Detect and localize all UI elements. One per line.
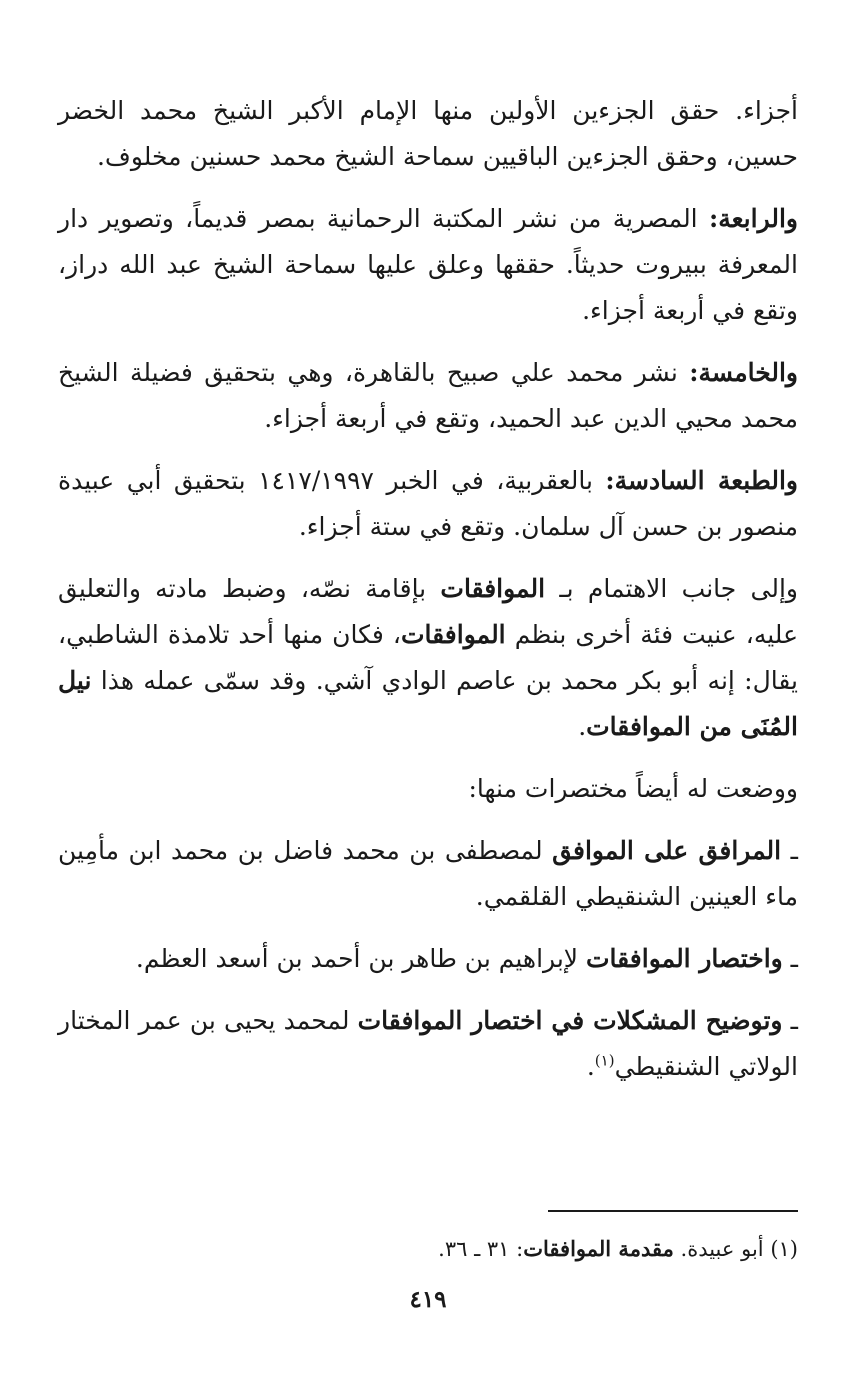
book-title: الموافقات	[401, 620, 506, 649]
footnote	[58, 1232, 798, 1266]
paragraph-text: وإلى جانب الاهتمام بـ	[545, 574, 798, 603]
book-title: الموافقات	[440, 574, 546, 603]
paragraph-text: بالعقربية، في الخبر ١٤١٧/١٩٩٧ بتحقيق أبي عبيدة منصور بن حسن آل سلمان. وتقع في ستة أجزاء.	[58, 466, 798, 541]
paragraph-edition-6	[58, 458, 798, 550]
paragraph-abridgements-intro	[58, 766, 798, 812]
footnote-divider	[548, 1210, 798, 1212]
list-dash: ـ	[782, 944, 798, 973]
page-number: ٤١٩	[409, 1286, 447, 1313]
paragraph-versification	[58, 566, 798, 750]
book-title: وتوضيح المشكلات في اختصار الموافقات	[357, 1006, 783, 1035]
book-title: المرافق على الموافق	[552, 836, 782, 865]
footnote-book-title: مقدمة الموافقات	[523, 1236, 674, 1261]
book-title: واختصار الموافقات	[586, 944, 783, 973]
list-dash: ـ	[782, 1006, 798, 1035]
footnote-text: أبو عبيدة.	[673, 1237, 771, 1261]
list-item-abridgement-1	[58, 828, 798, 920]
footnote-text: : ٣١ ـ ٣٦.	[438, 1237, 524, 1261]
paragraph-text: لإبراهيم بن طاهر بن أحمد بن أسعد العظم.	[135, 944, 586, 973]
paragraph-text: ووضعت له أيضاً مختصرات منها:	[468, 774, 798, 803]
paragraph-text: المصرية من نشر المكتبة الرحمانية بمصر قديماً، وتصوير دار المعرفة ببيروت حديثاً. حققها وعلق عليها سماحة الشيخ عبد الله دراز، وتقع في أربعة أجزاء.	[58, 204, 798, 325]
list-item-abridgement-2	[58, 936, 798, 982]
paragraph-lead: والطبعة السادسة:	[605, 466, 798, 495]
footnote-number: (١)	[770, 1237, 798, 1261]
paragraph-text: ، فكان منها أحد تلامذة الشاطبي، يقال: إنه أبو بكر محمد بن عاصم الوادي آشي. وقد سمّى عمله هذا	[58, 620, 798, 695]
list-dash: ـ	[781, 836, 799, 865]
paragraph-text: لمصطفى بن محمد فاضل بن محمد ابن مأمِين ماء العينين الشنقيطي القلقمي.	[58, 836, 798, 911]
paragraph-text: .	[586, 1052, 595, 1081]
paragraph-text: .	[578, 712, 587, 741]
list-item-abridgement-3	[58, 998, 798, 1090]
paragraph-text: نشر محمد علي صبيح بالقاهرة، وهي بتحقيق فضيلة الشيخ محمد محيي الدين عبد الحميد، وتقع في أربعة أجزاء.	[58, 358, 798, 433]
paragraph-lead: والخامسة:	[689, 358, 798, 387]
book-title: نيل المُنَى من الموافقات	[58, 666, 798, 741]
paragraph-text: أجزاء. حقق الجزءين الأولين منها الإمام الأكبر الشيخ محمد الخضر حسين، وحقق الجزءين الباقيين سماحة الشيخ محمد حسنين مخلوف.	[58, 96, 798, 171]
paragraph-edition-4	[58, 196, 798, 334]
paragraph-lead: والرابعة:	[708, 204, 798, 233]
paragraph-text: بإقامة نصّه، وضبط مادته والتعليق عليه، عنيت فئة أخرى بنظم	[58, 574, 798, 649]
paragraph-1	[58, 88, 798, 180]
paragraph-text: لمحمد يحيى بن عمر المختار الولاتي الشنقيطي	[58, 1006, 798, 1081]
footnote-reference[interactable]: (١)	[594, 1051, 615, 1070]
paragraph-edition-5	[58, 350, 798, 442]
